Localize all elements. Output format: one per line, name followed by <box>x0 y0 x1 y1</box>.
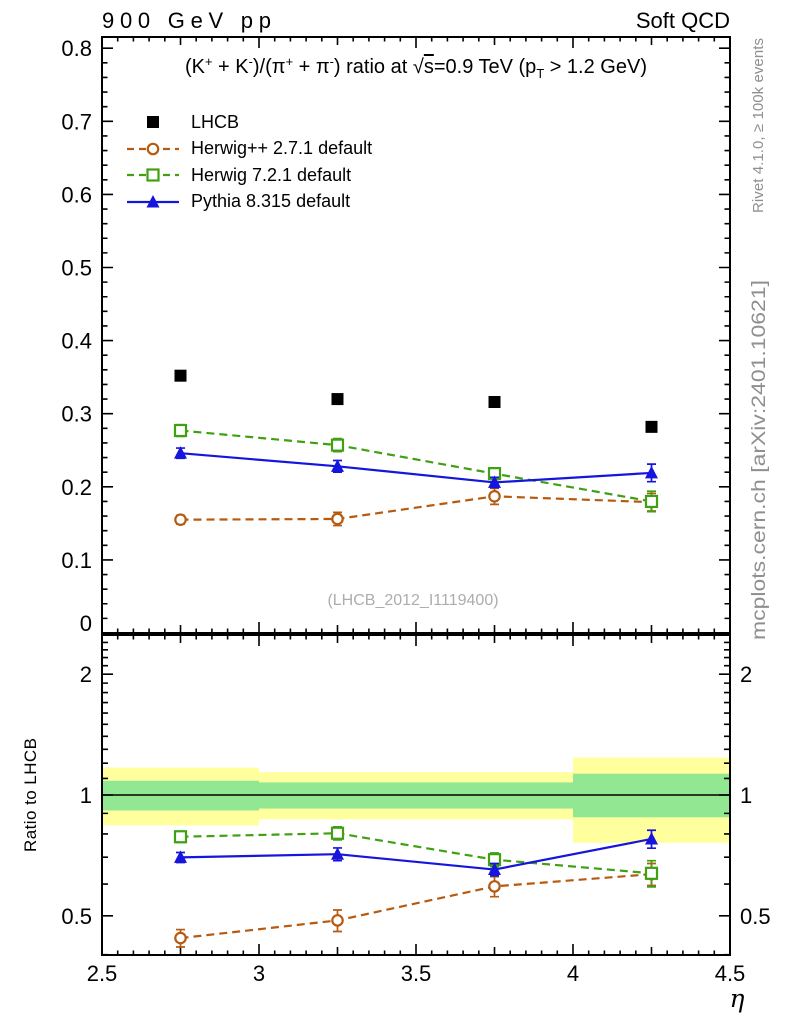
ratio-axis-label: Ratio to LHCB <box>21 738 40 852</box>
y-tick-label: 0.4 <box>61 328 92 354</box>
y-tick-label: 0.7 <box>61 109 92 135</box>
legend-row <box>127 189 372 216</box>
legend-label: Pythia 8.315 default <box>191 191 351 212</box>
x-tick-label: 4.5 <box>714 961 746 986</box>
legend-label: LHCB <box>191 111 240 132</box>
ratio-tick-label-right: 0.5 <box>740 903 771 929</box>
rivet-version-label: Rivet 4.1.0, ≥ 100k events <box>750 38 767 213</box>
x-tick-label: 3 <box>252 961 266 986</box>
y-tick-label: 0.8 <box>61 36 92 62</box>
series-herwig-2-7-1-default <box>175 488 656 525</box>
legend-row <box>127 136 372 163</box>
ratio-tick-label-right: 1 <box>740 783 753 808</box>
x-axis-label: η <box>729 984 745 1013</box>
mcplots-attribution-label: mcplots.cern.ch [arXiv:2401.10621] <box>749 342 770 640</box>
x-tick-label: 3.5 <box>400 961 432 986</box>
legend-sample <box>127 164 179 186</box>
x-tick-label: 4 <box>566 961 580 986</box>
beam-energy-label: 900 GeV pp <box>102 8 271 33</box>
ratio-tick-label-left: 2 <box>79 662 92 688</box>
x-tick-label: 2.5 <box>86 961 118 986</box>
legend <box>127 109 372 215</box>
ratio-tick-label-right: 2 <box>740 662 753 688</box>
y-tick-label: 0.2 <box>61 474 92 500</box>
legend-label: Herwig++ 2.7.1 default <box>191 138 373 159</box>
y-tick-label: 0.5 <box>61 255 92 281</box>
legend-sample <box>127 191 179 213</box>
series-lhcb <box>175 370 658 433</box>
legend-sample <box>127 111 179 133</box>
plot-title: (K+ + K-)/(π+ + π-) ratio at √s=0.9 TeV ($p_T > 1.2$ GeV) <box>185 54 647 81</box>
process-group-label: Soft QCD <box>635 8 730 33</box>
ratio-tick-label-left: 1 <box>79 783 92 808</box>
ratio-tick-label-left: 0.5 <box>61 903 92 929</box>
analysis-watermark: (LHCB_2012_I1119400) <box>327 592 499 609</box>
legend-sample <box>127 138 179 160</box>
uncertainty-bands <box>102 758 730 843</box>
y-tick-label: 0 <box>79 611 92 636</box>
series-pythia-8-315-default <box>174 446 658 488</box>
series-ratio-herwig-2-7-1-default <box>175 864 656 948</box>
legend-row <box>127 109 372 136</box>
legend-row <box>127 162 372 189</box>
legend-label: Herwig 7.2.1 default <box>191 164 352 185</box>
y-tick-label: 0.3 <box>61 401 92 427</box>
y-tick-label: 0.6 <box>61 182 92 208</box>
y-tick-label: 0.1 <box>61 547 92 573</box>
